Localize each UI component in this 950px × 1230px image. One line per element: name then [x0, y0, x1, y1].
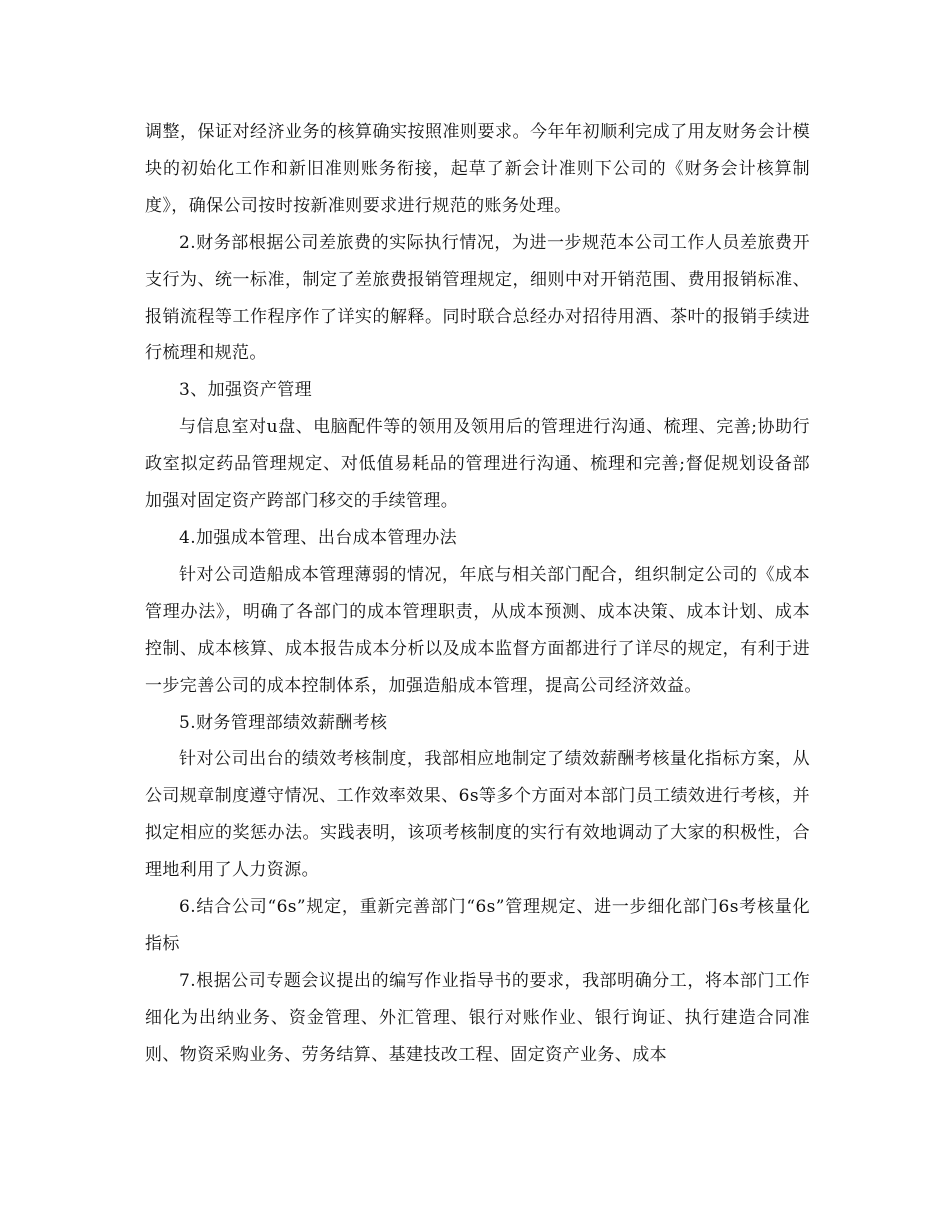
- paragraph-travel-expense: 2.财务部根据公司差旅费的实际执行情况，为进一步规范本公司工作人员差旅费开支行为、统一标准，制定了差旅费报销管理规定，细则中对开销范围、费用报销标准、报销流程等工作程序作了详实的解释。同时联合总经办对招待用酒、茶叶的报销手续进行梳理和规范。: [145, 232, 810, 364]
- heading-performance-review: 5.财务管理部绩效薪酬考核: [179, 712, 388, 733]
- paragraph-cost-management: 针对公司造船成本管理薄弱的情况，年底与相关部门配合，组织制定公司的《成本管理办法》，明确了各部门的成本管理职责，从成本预测、成本决策、成本计划、成本控制、成本核算、成本报告成本分析以及成本监督方面都进行了详尽的规定，有利于进一步完善公司的成本控制体系，加强造船成本管理，提高公司经济效益。: [145, 564, 810, 696]
- paragraph-continuation: 调整，保证对经济业务的核算确实按照准则要求。今年年初顺利完成了用友财务会计模块的初始化工作和新旧准则账务衔接，起草了新会计准则下公司的《财务会计核算制度》，确保公司按时按新准则要求进行规范的账务处理。: [145, 122, 810, 216]
- paragraph-work-instructions: 7.根据公司专题会议提出的编写作业指导书的要求，我部明确分工，将本部门工作细化为出纳业务、资金管理、外汇管理、银行对账作业、银行询证、执行建造合同准则、物资采购业务、劳务结算、基建技改工程、固定资产业务、成本: [145, 970, 810, 1065]
- paragraph-6s-rules: 6.结合公司“6s”规定，重新完善部门“6s”管理规定、进一步细化部门6s考核量化指标: [145, 897, 810, 954]
- heading-cost-management: 4.加强成本管理、出台成本管理办法: [179, 527, 458, 548]
- document-body: [145, 114, 810, 1074]
- paragraph-asset-management: 与信息室对u盘、电脑配件等的领用及领用后的管理进行沟通、梳理、完善;协助行政室拟定药品管理规定、对低值易耗品的管理进行沟通、梳理和完善;督促规划设备部加强对固定资产跨部门移交的手续管理。: [145, 417, 810, 512]
- paragraph-performance-review: 针对公司出台的绩效考核制度，我部相应地制定了绩效薪酬考核量化指标方案，从公司规章制度遵守情况、工作效率效果、6s等多个方面对本部门员工绩效进行考核，并拟定相应的奖惩办法。实践表明，该项考核制度的实行有效地调动了大家的积极性，合理地利用了人力资源。: [145, 749, 810, 881]
- heading-asset-management: 3、加强资产管理: [179, 380, 313, 401]
